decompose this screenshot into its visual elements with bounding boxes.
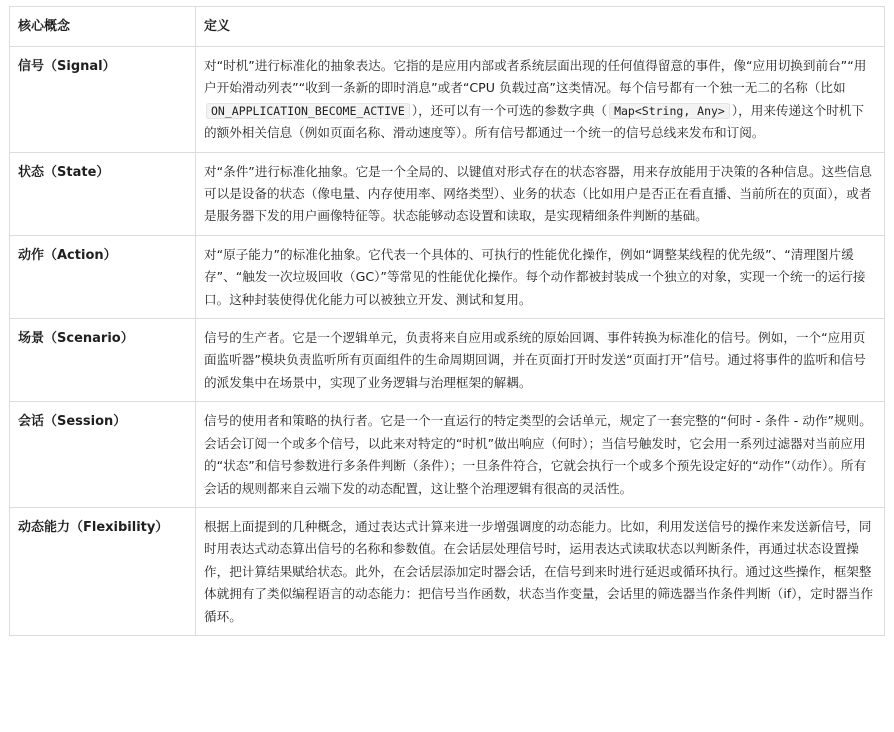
- definition-flexibility: 根据上面提到的几种概念，通过表达式计算来进一步增强调度的动态能力。比如，利用发送信号的操作来发送新信号，同时用表达式动态算出信号的名称和参数值。在会话层处理信号时，运用表达式读取状态以判断条件，再通过状态设置操作，把计算结果赋给状态。此外，在会话层添加定时器会话，在信号到来时进行延迟或循环执行。通过这些操作，框架整体就拥有了类似编程语言的动态能力：把信号当作函数，状态当作变量，会话里的筛选器当作条件判断（if），定时器当作循环。: [196, 507, 885, 635]
- term-scenario: 场景（Scenario）: [10, 319, 196, 402]
- definition-state: 对“条件”进行标准化抽象。它是一个全局的、以键值对形式存在的状态容器，用来存放能用于决策的各种信息。这些信息可以是设备的状态（像电量、内存使用率、网络类型）、业务的状态（比如用户是否正在看直播、当前所在的页面），或者是服务器下发的用户画像特征等。状态能够动态设置和读取，是实现精细条件判断的基础。: [196, 152, 885, 235]
- term-state: 状态（State）: [10, 152, 196, 235]
- table-row-state: [10, 152, 885, 235]
- table-row-action: [10, 235, 885, 318]
- definition-action: 对“原子能力”的标准化抽象。它代表一个具体的、可执行的性能优化操作，例如“调整某线程的优先级”、“清理图片缓存”、“触发一次垃圾回收（GC）”等常见的性能优化操作。每个动作都被封装成一个独立的对象，实现一个统一的运行接口。这种封装使得优化能力可以被独立开发、测试和复用。: [196, 235, 885, 318]
- table-row-flexibility: [10, 507, 885, 635]
- definition-scenario: 信号的生产者。它是一个逻辑单元，负责将来自应用或系统的原始回调、事件转换为标准化的信号。例如，一个“应用页面监听器”模块负责监听所有页面组件的生命周期回调，并在页面打开时发送“页面打开”信号。通过将事件的监听和信号的派发集中在场景中，实现了业务逻辑与治理框架的解耦。: [196, 319, 885, 402]
- table-header-row: [10, 7, 885, 47]
- param-dict-type-code: Map<String, Any>: [609, 103, 730, 119]
- definition-signal: [196, 47, 885, 153]
- term-signal: 信号（Signal）: [10, 47, 196, 153]
- definition-signal-part-b: ），还可以有一个可选的参数字典（: [411, 102, 608, 118]
- term-flexibility: 动态能力（Flexibility）: [10, 507, 196, 635]
- header-term: 核心概念: [10, 7, 196, 47]
- definition-signal-part-a: 对“时机”进行标准化的抽象表达。它指的是应用内部或者系统层面出现的任何值得留意的事件，像“应用切换到前台”“用户开始滑动列表”“收到一条新的即时消息”或者“CPU 负载过高”这类情况。每个信号都有一个独一无二的名称（比如: [204, 58, 867, 96]
- signal-name-example-code: ON_APPLICATION_BECOME_ACTIVE: [206, 103, 410, 119]
- table-row-signal: [10, 47, 885, 153]
- table-row-scenario: [10, 319, 885, 402]
- definition-session: 信号的使用者和策略的执行者。它是一个一直运行的特定类型的会话单元，规定了一套完整的“何时 - 条件 - 动作”规则。会话会订阅一个或多个信号，以此来对特定的“时机”做出响应（何时）；当信号触发时，它会用一系列过滤器对当前应用的“状态”和信号参数进行多条件判断（条件）；一旦条件符合，它就会执行一个或多个预先设定好的“动作”（动作）。所有会话的规则都来自云端下发的动态配置，这让整个治理逻辑有很高的灵活性。: [196, 402, 885, 508]
- concept-table: [9, 6, 885, 636]
- table-row-session: [10, 402, 885, 508]
- definition-signal-part-c: ），用来传递这个时机下的额外相关信息（例如页面名称、滑动速度等）。所有信号都通过一个统一的信号总线来发布和订阅。: [204, 102, 865, 141]
- term-session: 会话（Session）: [10, 402, 196, 508]
- term-action: 动作（Action）: [10, 235, 196, 318]
- header-definition: 定义: [196, 7, 885, 47]
